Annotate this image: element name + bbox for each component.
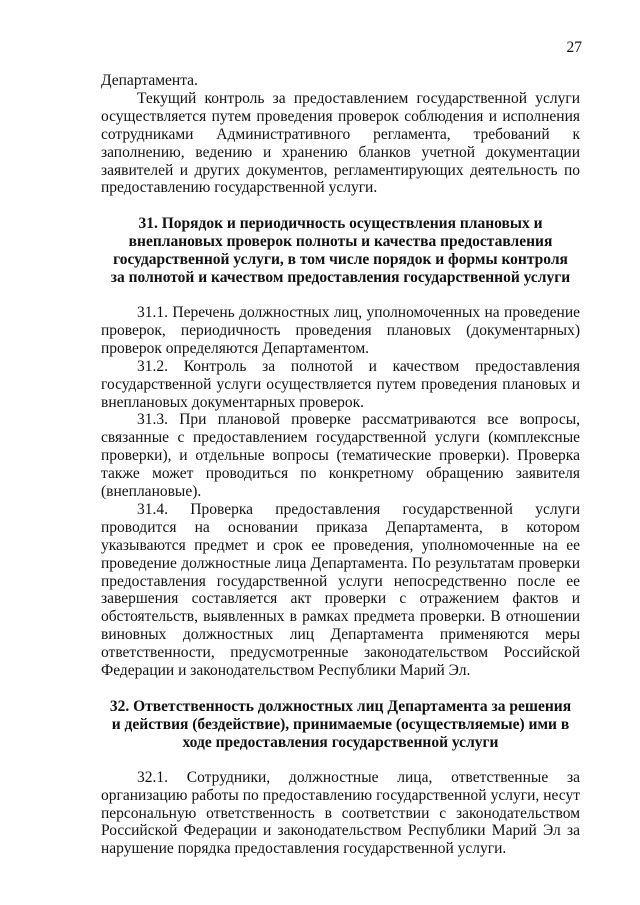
paragraph-31-4: 31.4. Проверка предоставления государственной услуги проводится на основании приказа Департамента, в котором указываются предмет и срок ее проведения, уполномоченные на ее проведение должностные лица Департамента. По результатам проверки предоставления государственной услуги непосредственно после ее завершения составляется акт проверки с отражением фактов и обстоятельств, выявленных в рамках предмета проверки. В отношении виновных должностных лиц Департамента применяются меры ответственности, предусмотренные законодательством Российской Федерации и законодательством Республики Марий Эл. bbox=[101, 500, 580, 680]
paragraph-31-1: 31.1. Перечень должностных лиц, уполномоченных на проведение проверок, периодичность проведения плановых (документарных) проверок определяются Департаментом. bbox=[101, 303, 580, 357]
current-control-paragraph: Текущий контроль за предоставлением государственной услуги осуществляется путем проведения проверок соблюдения и исполнения сотрудниками Административного регламента, требований к заполнению, ведению и хранению бланков учетной документации заявителей и других документов, регламентирующих деятельность по предоставлению государственной услуги. bbox=[101, 89, 580, 197]
paragraph-32-1: 32.1. Сотрудники, должностные лица, ответственные за организацию работы по предоставлению государственной услуги, несут персональную ответственность в соответствии с законодательством Российской Федерации и законодательством Республики Марий Эл за нарушение порядка предоставления государственной услуги. bbox=[101, 768, 580, 858]
paragraph-31-2: 31.2. Контроль за полнотой и качеством предоставления государственной услуги осуществляется путем проведения плановых и внеплановых документарных проверок. bbox=[101, 357, 580, 411]
paragraph-31-3: 31.3. При плановой проверке рассматриваются все вопросы, связанные с предоставлением государственной услуги (комплексные проверки), и отдельные вопросы (тематические проверки). Проверка также может проводиться по конкретному обращению заявителя (внеплановые). bbox=[101, 411, 580, 501]
section-31-heading: 31. Порядок и периодичность осуществления плановых и внеплановых проверок полноты и качества предоставления государственной услуги, в том числе порядок и формы контроля за полнотой и качеством предоставления государственной услуги bbox=[110, 215, 571, 287]
section-32-heading: 32. Ответственность должностных лиц Департамента за решения и действия (бездействие), принимаемые (осуществляемые) ими в ходе предоставления государственной услуги bbox=[109, 698, 572, 751]
continuation-text: Департамента. bbox=[101, 72, 198, 89]
document-body bbox=[101, 72, 580, 858]
page-number: 27 bbox=[566, 39, 582, 56]
